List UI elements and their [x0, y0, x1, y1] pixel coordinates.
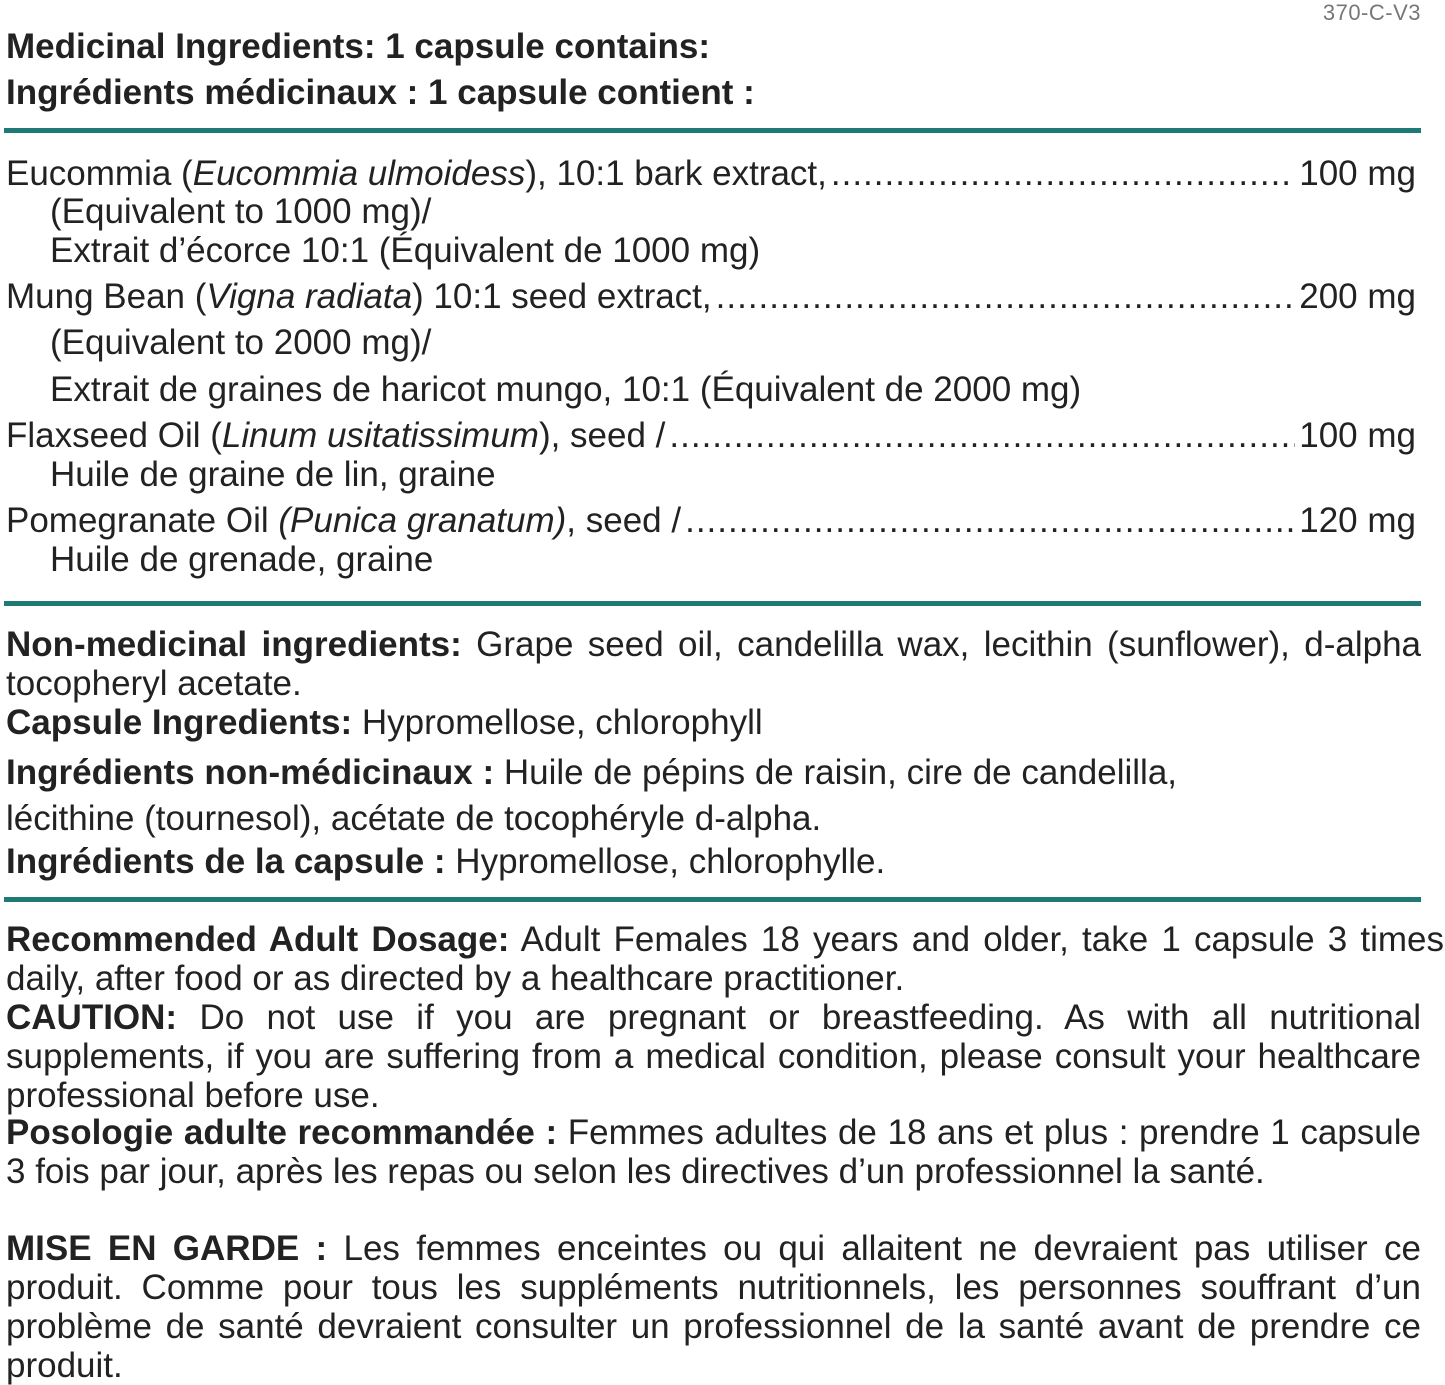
capsule-text: Hypromellose, chlorophyll [352, 703, 763, 742]
ingredient-name: Flaxseed Oil (Linum usitatissimum), seed / [6, 416, 666, 455]
divider-top [4, 128, 1421, 133]
capsule-fr-text: Hypromellose, chlorophylle. [445, 842, 886, 881]
divider-middle [4, 601, 1421, 606]
header-english: Medicinal Ingredients: 1 capsule contains: [6, 27, 711, 66]
capsule-ingredients-fr [6, 842, 1421, 881]
header-french: Ingrédients médicinaux : 1 capsule contient : [6, 73, 755, 112]
dosage-fr-text: Femmes adultes de 18 ans et plus : prendre 1 capsule 3 fois par jour, après les repas ou selon les directives d’un professionnel la santé. [6, 1113, 1421, 1191]
ingredient-detail: Extrait d’écorce 10:1 (Équivalent de 1000 mg) [50, 231, 761, 270]
ingredient-detail: (Equivalent to 1000 mg)/ [50, 192, 432, 231]
non-medicinal-ingredients-fr [6, 750, 1296, 842]
dosage-label: Recommended Adult Dosage: [6, 920, 510, 959]
caution [6, 998, 1421, 1115]
ingredient-row-mung-bean [6, 277, 1416, 317]
ingredient-name: Pomegranate Oil (Punica granatum), seed / [6, 501, 682, 540]
recommended-dosage [6, 920, 1444, 998]
dot-leader [716, 277, 1296, 317]
recommended-dosage-fr [6, 1113, 1421, 1191]
ingredient-detail: Huile de graine de lin, graine [50, 455, 496, 494]
ingredient-amount: 100 mg [1299, 154, 1416, 193]
ingredient-detail: (Equivalent to 2000 mg)/ [50, 323, 432, 362]
non-medicinal-fr-label: Ingrédients non-médicinaux : [6, 753, 495, 792]
dot-leader [831, 154, 1295, 194]
ingredient-amount: 200 mg [1299, 277, 1416, 316]
dosage-fr-label: Posologie adulte recommandée : [6, 1113, 558, 1152]
capsule-ingredients [6, 703, 1421, 742]
non-medicinal-ingredients [6, 625, 1421, 703]
caution-fr-label: MISE EN GARDE : [6, 1229, 328, 1268]
ingredient-amount: 100 mg [1299, 416, 1416, 455]
ingredient-name: Mung Bean (Vigna radiata) 10:1 seed extract, [6, 277, 712, 316]
divider-bottom [4, 897, 1421, 902]
capsule-fr-label: Ingrédients de la capsule : [6, 842, 446, 881]
ingredient-row-flaxseed-oil [6, 416, 1416, 456]
capsule-label: Capsule Ingredients: [6, 703, 353, 742]
non-medicinal-fr-text: Huile de pépins de raisin, cire de candelilla, lécithine (tournesol), acétate de tocophéryle d-alpha. [6, 753, 1178, 838]
ingredient-name: Eucommia (Eucommia ulmoidess), 10:1 bark extract, [6, 154, 827, 193]
caution-text: Do not use if you are pregnant or breastfeeding. As with all nutritional supplements, if you are suffering from a medical condition, please consult your healthcare professional before use. [6, 998, 1421, 1115]
product-code: 370-C-V3 [1322, 0, 1421, 25]
caution-fr [6, 1229, 1421, 1385]
medicinal-ingredients-header [6, 24, 755, 116]
non-medicinal-label: Non-medicinal ingredients: [6, 625, 462, 664]
ingredient-detail: Extrait de graines de haricot mungo, 10:1 (Équivalent de 2000 mg) [50, 370, 1082, 409]
caution-fr-text: Les femmes enceintes ou qui allaitent ne devraient pas utiliser ce produit. Comme pour tous les suppléments nutritionnels, les personnes souffrant d’un problème de santé devraient consulter un professionnel de la santé avant de prendre ce produit. [6, 1229, 1421, 1385]
dot-leader [685, 501, 1295, 541]
ingredient-detail: Huile de grenade, graine [50, 540, 434, 579]
ingredient-row-eucommia [6, 154, 1416, 194]
non-medicinal-text: Grape seed oil, candelilla wax, lecithin (sunflower), d-alpha tocopheryl acetate. [6, 625, 1422, 703]
ingredient-row-pomegranate-oil [6, 501, 1416, 541]
caution-label: CAUTION: [6, 998, 178, 1037]
dosage-text: Adult Females 18 years and older, take 1 capsule 3 times daily, after food or as directed by a healthcare practitioner. [6, 920, 1444, 998]
ingredient-amount: 120 mg [1299, 501, 1416, 540]
dot-leader [669, 416, 1295, 456]
